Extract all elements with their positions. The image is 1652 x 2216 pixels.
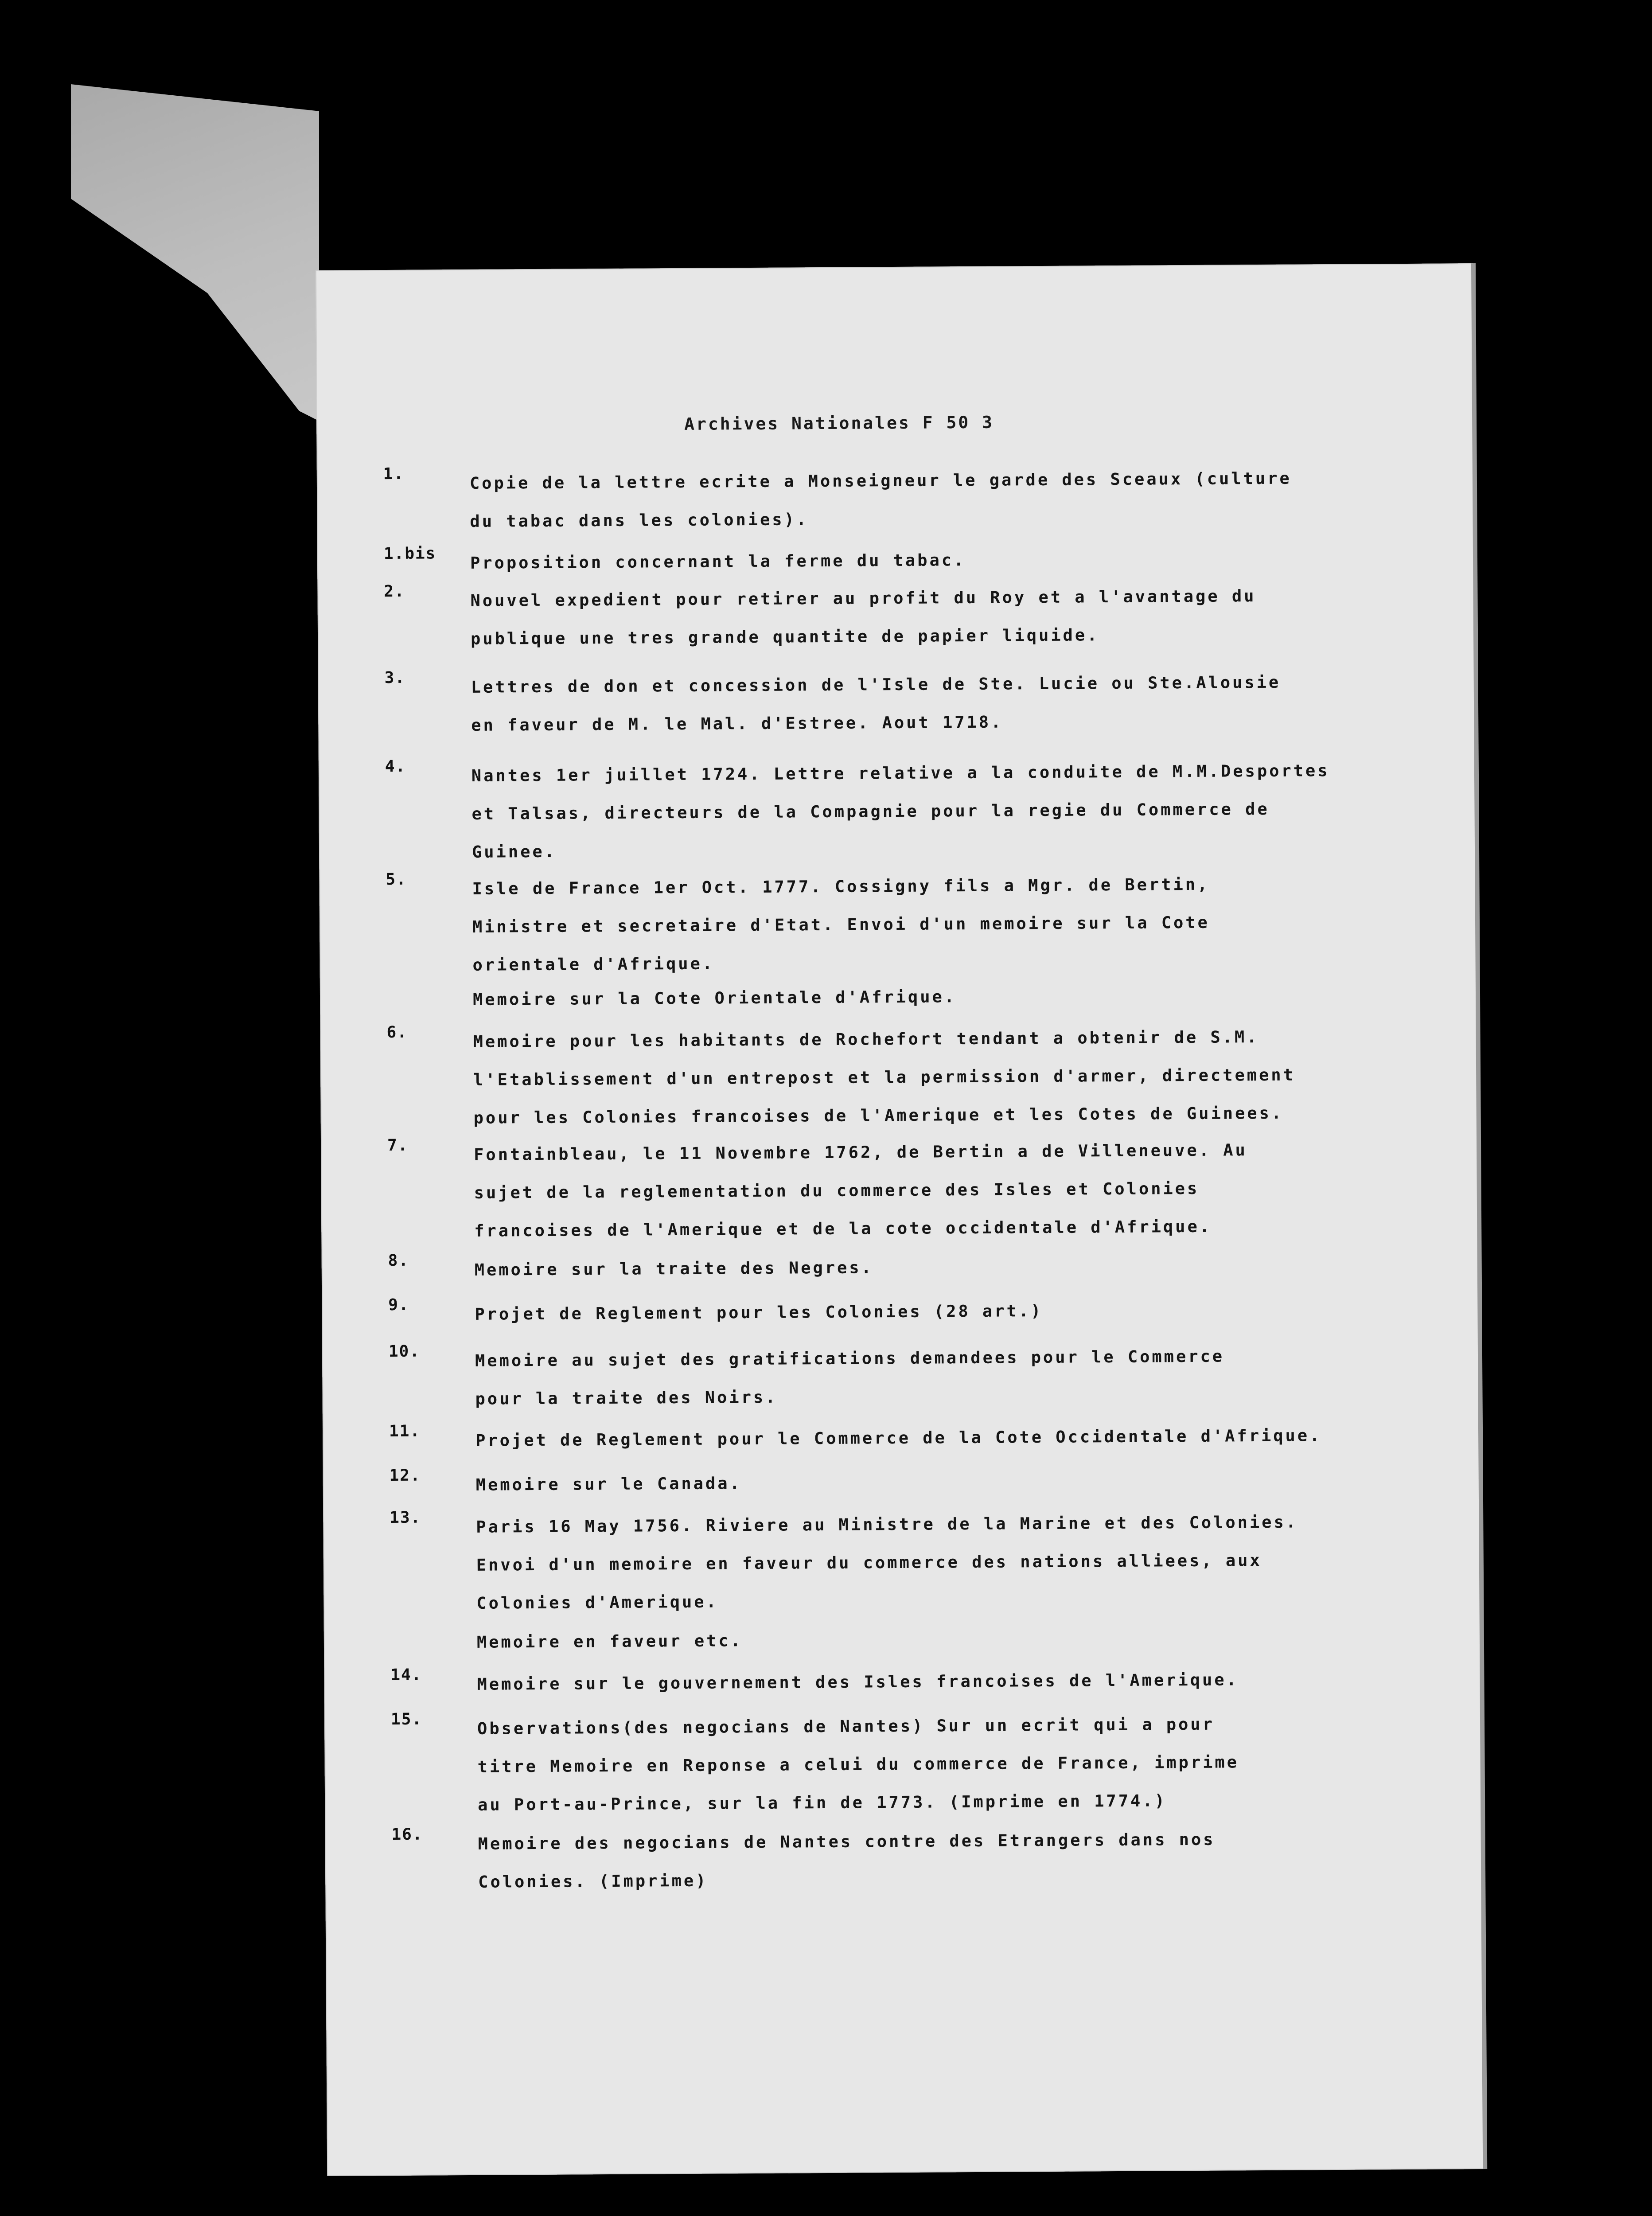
typed-document-page: [316, 263, 1484, 2176]
entry-number: 11.: [389, 1422, 421, 1441]
entry-number: 2.: [384, 582, 405, 601]
entry-text: Isle de France 1er Oct. 1777. Cossigny fils a Mgr. de Bertin, Ministre et secretaire d'Etat. Envoi d'un memoire sur la Cote orientale d'Afrique.: [472, 874, 1210, 975]
entry-number: 9.: [388, 1295, 409, 1315]
entry-number: 4.: [385, 757, 406, 776]
entry-text: Memoire pour les habitants de Rochefort tendant a obtenir de S.M. l'Etablissement d'un entrepost et la permission d'armer, directement pour les Colonies francoises de l'Amerique et les Cotes de Guinees.: [473, 1027, 1296, 1128]
entry-number: 5.: [386, 870, 407, 889]
entry-number: 15.: [390, 1710, 423, 1729]
entry-number: 12.: [389, 1466, 421, 1485]
entry-text: Memoire sur la traite des Negres.: [474, 1258, 874, 1280]
entry-number: [390, 1623, 457, 1624]
entry-1: [317, 458, 1474, 531]
entry-text: Nantes 1er juillet 1724. Lettre relative a la conduite de M.M.Desportes et Talsas, directeurs de la Compagnie pour la regie du Commerce de Guinee.: [471, 761, 1330, 862]
entry-text: Memoire sur le gouvernement des Isles francoises de l'Amerique.: [477, 1670, 1239, 1694]
entry-text: Projet de Reglement pour les Colonies (28 art.): [475, 1301, 1043, 1324]
entry-text: Memoire sur la Cote Orientale d'Afrique.: [472, 987, 957, 1009]
entry-text: Memoire au sujet des gratifications demandees pour le Commerce pour la traite des Noirs.: [475, 1346, 1225, 1408]
entry-15: [324, 1704, 1482, 1814]
entry-text: Memoire en faveur etc.: [476, 1631, 743, 1652]
entry-3: [318, 662, 1475, 735]
entry-number: 16.: [391, 1825, 423, 1844]
entry-text: Proposition concernant la ferme du tabac.: [470, 550, 966, 573]
entry-text: Lettres de don et concession de l'Isle de Ste. Lucie ou Ste.Alousie en faveur de M. le Mal. d'Estree. Aout 1718.: [471, 672, 1281, 735]
entry-4: [319, 751, 1476, 862]
entry-number: 6.: [386, 1023, 408, 1042]
entry-text: Paris 16 May 1756. Riviere au Ministre de la Marine et des Colonies. Envoi d'un memoire en faveur du commerce des nations alliees, aux Colonies d'Amerique.: [476, 1512, 1298, 1613]
entry-text: Observations(des negocians de Nantes) Sur un ecrit qui a pour titre Memoire en Reponse a celui du commerce de France, imprime au Port-au-Prince, sur la fin de 1773. (Imprime en 1774.): [477, 1714, 1239, 1814]
entry-text: Copie de la lettre ecrite a Monseigneur le garde des Sceaux (culture du tabac dans les colonies).: [469, 468, 1292, 531]
entry-text: Fontainbleau, le 11 Novembre 1762, de Bertin a de Villeneuve. Au sujet de la reglementation du commerce des Isles et Colonies francoises de l'Amerique et de la cote occidentale d'Afrique.: [474, 1140, 1247, 1241]
entry-text: Memoire des negocians de Nantes contre des Etrangers dans nos Colonies. (Imprime): [478, 1830, 1216, 1892]
entry-10: [322, 1336, 1480, 1408]
entry-number: 3.: [384, 668, 406, 687]
entry-12: [323, 1460, 1480, 1494]
entry-number: 1.: [383, 464, 405, 484]
entry-number: 7.: [387, 1136, 409, 1155]
entry-number: 13.: [390, 1508, 421, 1527]
folded-page-corner: [71, 84, 319, 421]
entry-text: Memoire sur le Canada.: [475, 1474, 742, 1494]
entry-number: 14.: [390, 1666, 422, 1685]
entry-number: 8.: [388, 1251, 409, 1270]
entry-text: Nouvel expedient pour retirer au profit du Roy et a l'avantage du publique une tres grande quantite de papier liquide.: [470, 586, 1256, 648]
entry-number: 10.: [388, 1342, 421, 1361]
entry-text: Projet de Reglement pour le Commerce de la Cote Occidentale d'Afrique.: [475, 1426, 1322, 1450]
entry-number: 1.bis: [383, 544, 436, 563]
document-header: Archives Nationales F 50 3: [684, 412, 994, 434]
entry-9: [322, 1289, 1479, 1324]
